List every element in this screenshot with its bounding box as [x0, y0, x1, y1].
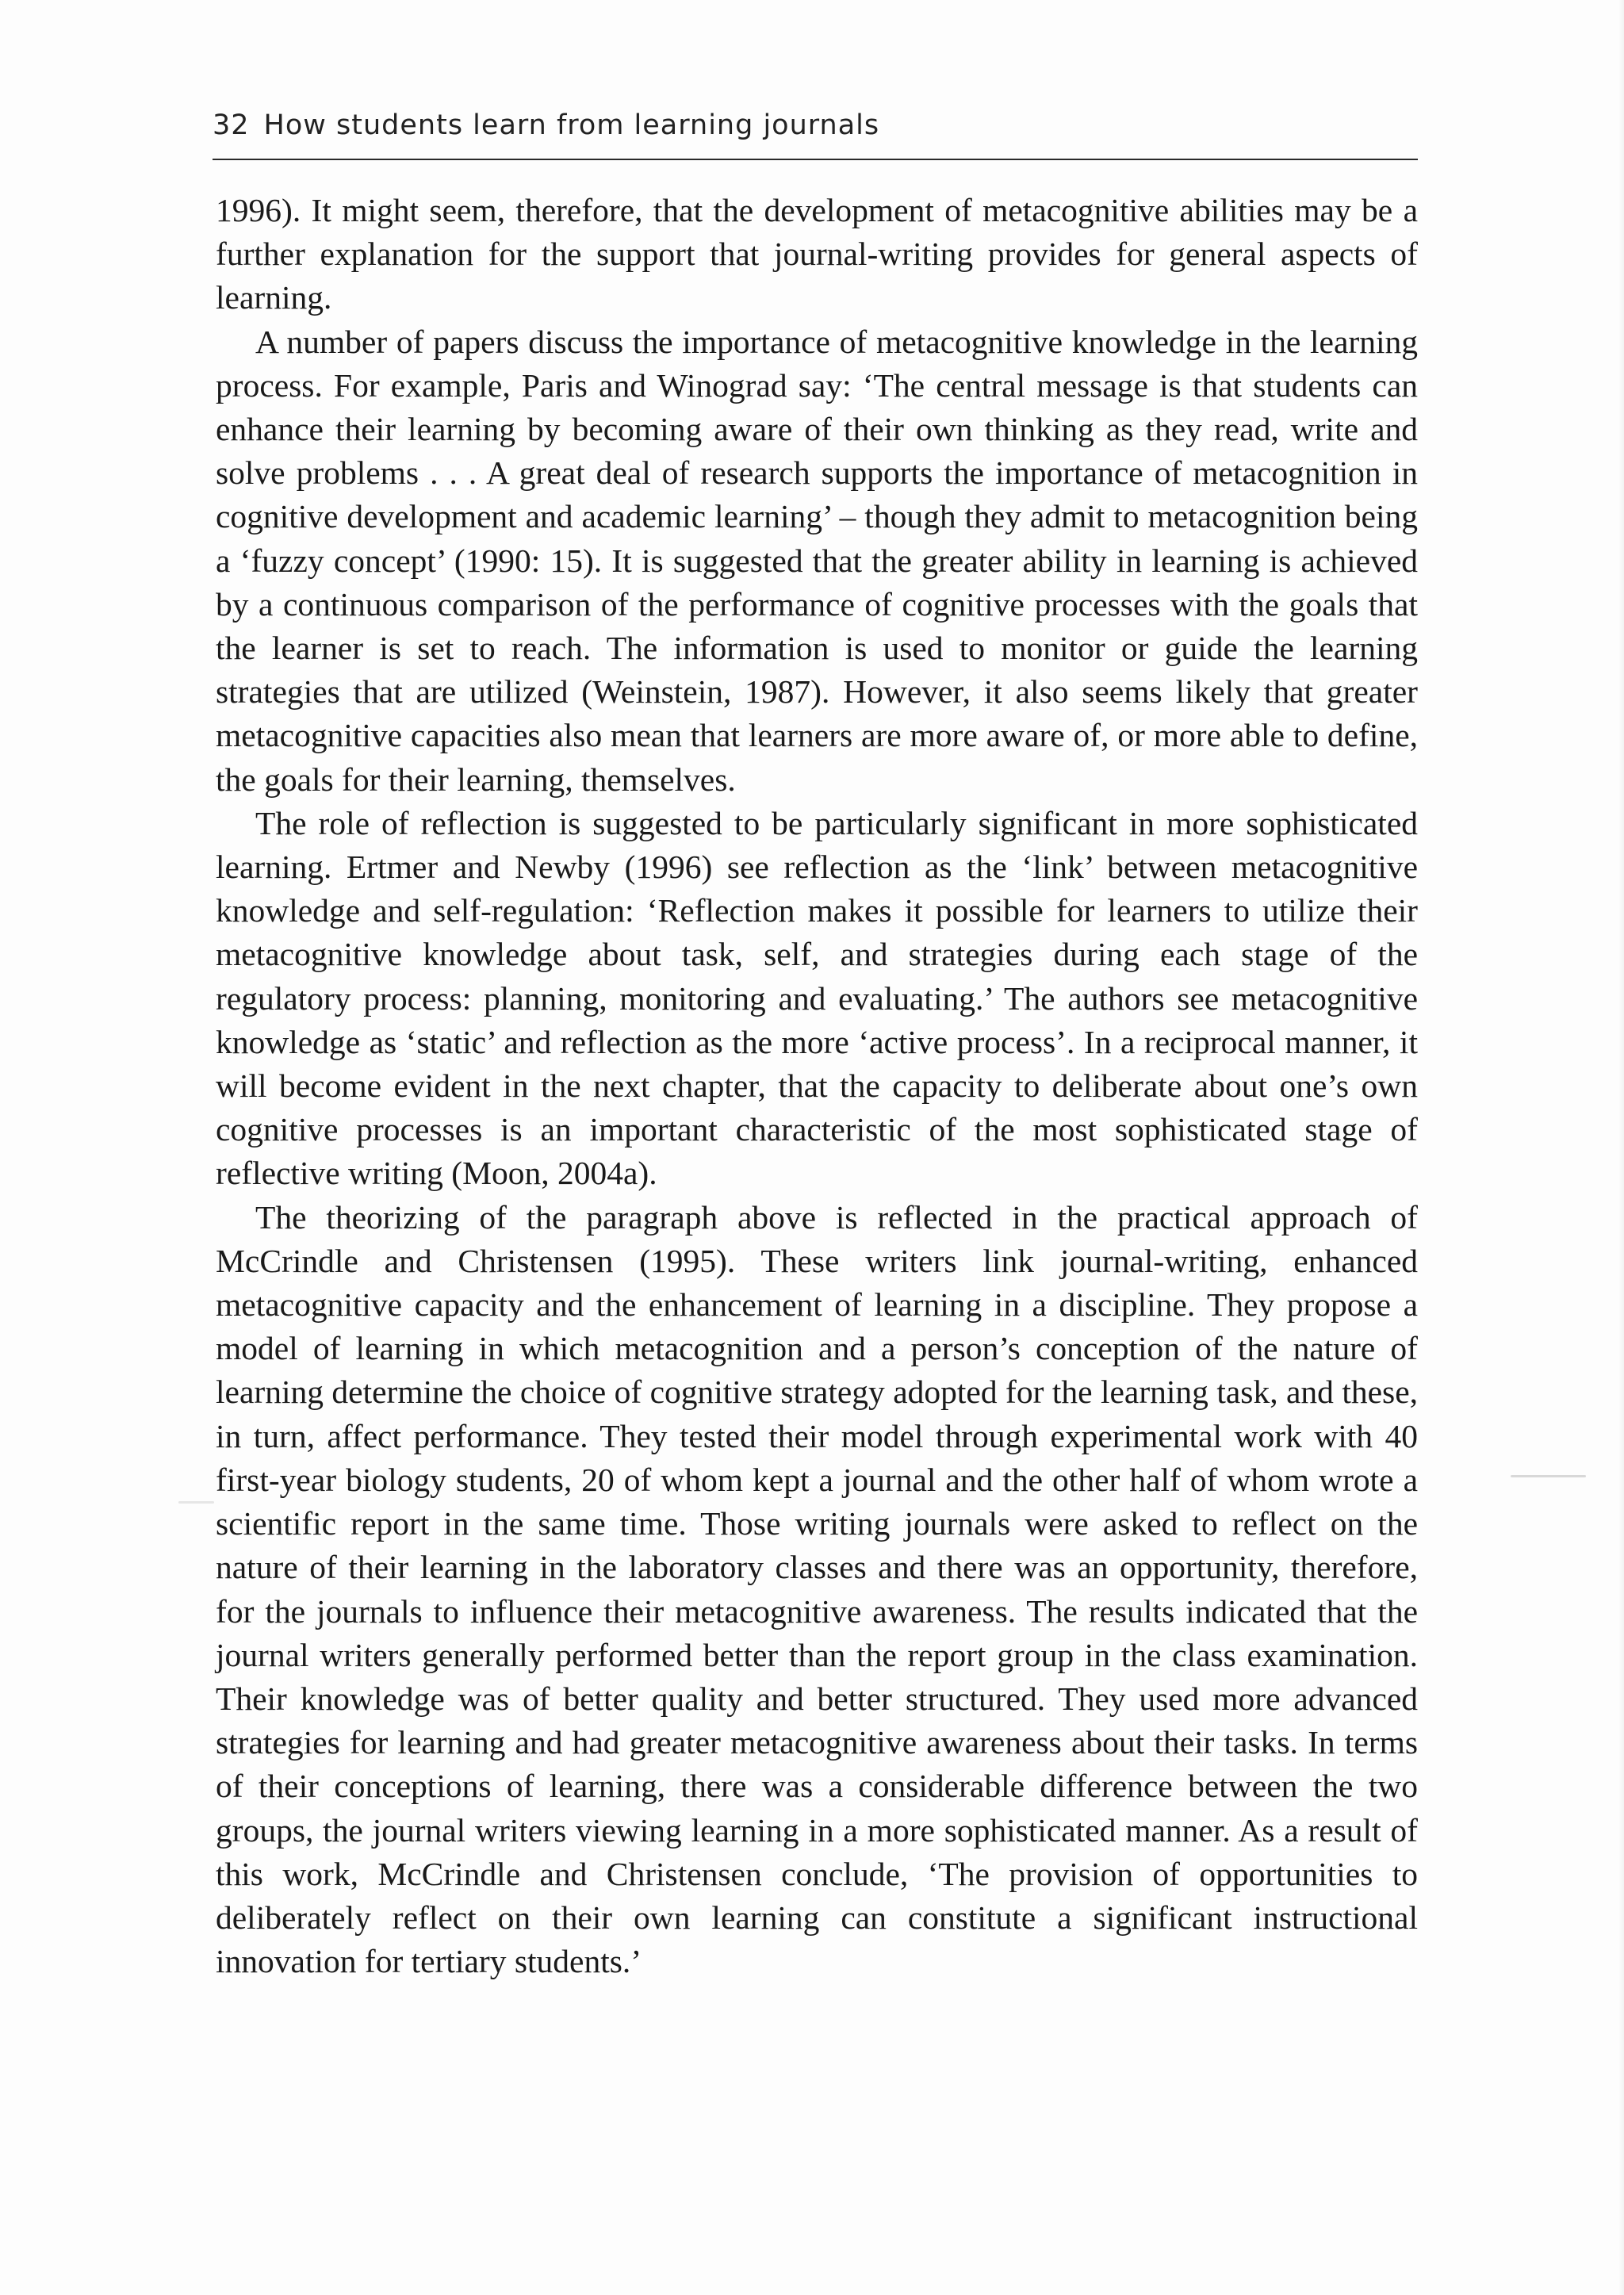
running-head-title: How students learn from learning journals: [263, 109, 880, 141]
scan-artifact: [178, 1501, 214, 1504]
scan-artifact: [1511, 1475, 1586, 1477]
paragraph: The role of reflection is suggested to be particularly significant in more sophisticated learning. Ertmer and Newby (1996) see reflection as the ‘link’ between metacognitive knowledge and self-regulation: ‘Reflection makes it possible for learners to utilize their metacognitive knowledge about task, self, and strategies during each stage of the regulatory process: planning, monitoring and evaluating.’ The authors see metacognitive knowledge as ‘static’ and reflection as the more ‘active process’. In a reciprocal manner, it will become evident in the next chapter, that the capacity to deliberate about one’s own cognitive processes is an important characteristic of the most sophisticated stage of reflective writing (Moon, 2004a).: [216, 804, 1418, 1192]
paragraph: A number of papers discuss the importance of metacognitive knowledge in the learning process. For example, Paris and Winograd say: ‘The central message is that students can enhance their learning by becoming aware of their own thinking as they read, write and solve problems . . . A great deal of research supports the importance of metacognition in cognitive development and academic learning’ – though they admit to metacognition being a ‘fuzzy concept’ (1990: 15). It is suggested that the greater ability in learning is achieved by a continuous comparison of the performance of cognitive processes with the goals that the learner is set to reach. The information is used to monitor or guide the learning strategies that are utilized (Weinstein, 1987). However, it also seems likely that greater metacognitive capacities also mean that learners are more aware of, or more able to define, the goals for their learning, themselves.: [216, 323, 1418, 798]
body-text: [216, 189, 1418, 1983]
page-number: 32: [213, 109, 250, 141]
running-head: [213, 109, 1418, 160]
paragraph-continued: 1996). It might seem, therefore, that the development of metacognitive abilities may be a further explanation for the support that journal-writing provides for general aspects of learning.: [216, 192, 1418, 316]
scan-edge-shadow: [1619, 0, 1624, 2295]
paragraph: The theorizing of the paragraph above is reflected in the practical approach of McCrindle and Christensen (1995). These writers link journal-writing, enhanced metacognitive capacity and the enhancement of learning in a discipline. They propose a model of learning in which metacognition and a person’s conception of the nature of learning determine the choice of cognitive strategy adopted for the learning task, and these, in turn, affect performance. They tested their model through experimental work with 40 first-year biology students, 20 of whom kept a journal and the other half of whom wrote a scientific report in the same time. Those writing journals were asked to reflect on the nature of their learning in the laboratory classes and there was an opportunity, therefore, for the journals to influence their metacognitive awareness. The results indicated that the journal writers generally performed better than the report group in the class examination. Their knowledge was of better quality and better structured. They used more advanced strategies for learning and had greater metacognitive awareness about their tasks. In terms of their conceptions of learning, there was a considerable difference between the two groups, the journal writers viewing learning in a more sophisticated manner. As a result of this work, McCrindle and Christensen conclude, ‘The provision of opportunities to deliberately reflect on their own learning can constitute a significant instructional innovation for tertiary students.’: [216, 1198, 1418, 1980]
